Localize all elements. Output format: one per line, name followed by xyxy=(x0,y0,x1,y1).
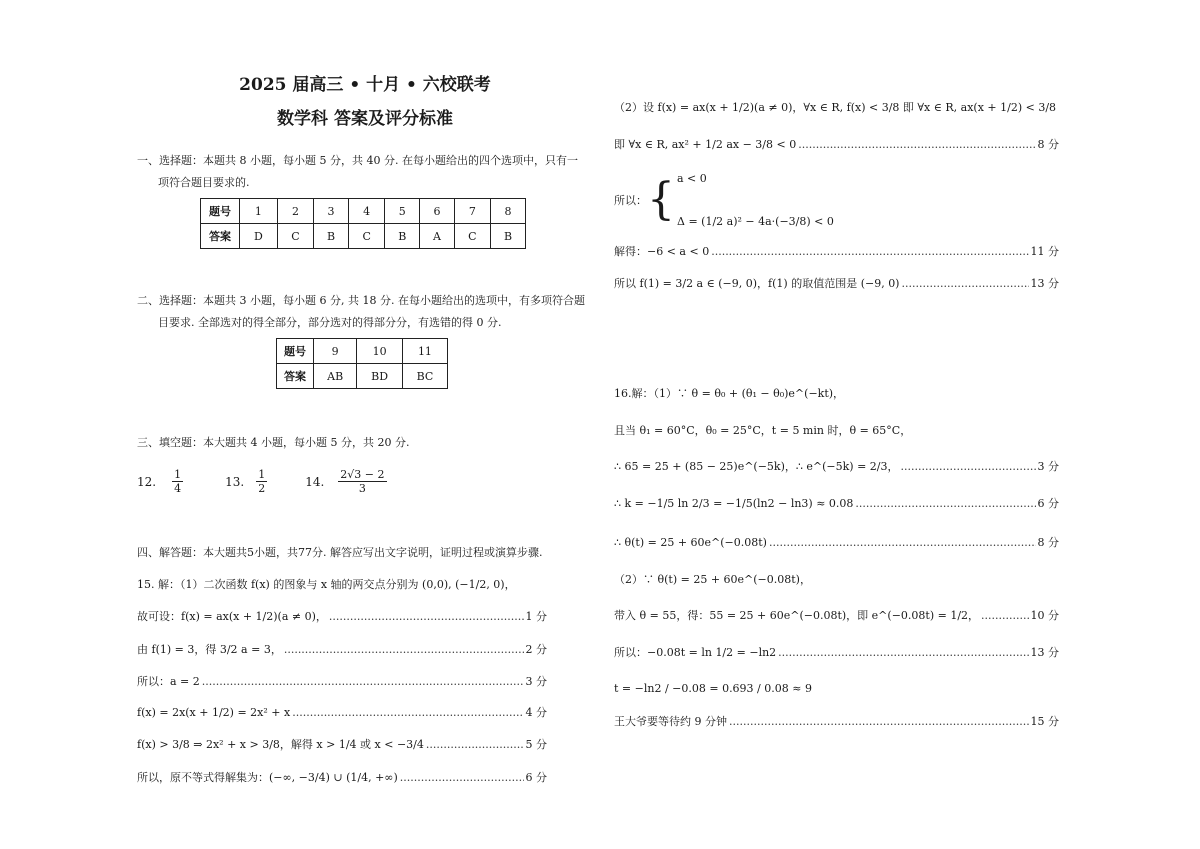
q15-part2-line: 即 ∀x ∈ R, ax² + 1/2 ax − 3/8 < 0 ..... 8 分 xyxy=(614,134,1059,154)
q16-line: ∴ θ(t) = 25 + 60e^(−0.08t) ..... 8 分 xyxy=(614,532,1059,552)
page-title: 2025 届高三 • 十月 • 六校联考 xyxy=(239,75,491,95)
score: 10 分 xyxy=(1030,609,1059,622)
row-label-answer: 答案 xyxy=(201,224,240,249)
section2-heading xyxy=(137,290,597,334)
section3-heading: 三、填空题：本大题共 4 小题，每小题 5 分，共 20 分. xyxy=(137,436,410,449)
answer-cell: C xyxy=(454,224,490,249)
q15-part2-line: （2）设 f(x) = ax(x + 1/2)(a ≠ 0)，∀x ∈ R, f(x) < 3/8 即 ∀x ∈ R, ax(x + 1/2) < 3/8 xyxy=(614,101,1057,114)
answer-cell: BC xyxy=(402,364,447,389)
q15-part2-line: 解得：−6 < a < 0 ..... 11 分 xyxy=(614,241,1059,261)
answer-cell: BD xyxy=(357,364,403,389)
score: 13 分 xyxy=(1030,646,1059,659)
q15-line: 故可设：f(x) = ax(x + 1/2)(a ≠ 0)， ..... 1 分 xyxy=(137,606,547,626)
answer-cell: A xyxy=(420,224,454,249)
q15-line: 15. 解：（1）二次函数 f(x) 的图象与 x 轴的两交点分别为 (0,0), (−1/2, 0)， xyxy=(137,578,516,591)
question-number: 5 xyxy=(385,199,420,224)
question-number: 10 xyxy=(357,339,403,364)
score: 15 分 xyxy=(1030,715,1059,728)
row-label-question: 题号 xyxy=(277,339,314,364)
table-row-questions xyxy=(201,199,526,224)
section2-answer-table xyxy=(276,338,448,389)
table-row-questions xyxy=(277,339,448,364)
answer-cell: D xyxy=(240,224,278,249)
section1-heading-line2: 项符合题目要求的. xyxy=(158,176,250,189)
q14-label: 14. xyxy=(305,474,325,489)
section1-heading xyxy=(137,150,597,194)
section1-answer-table xyxy=(200,198,526,249)
table-row-answers xyxy=(277,364,448,389)
answer-cell: C xyxy=(349,224,385,249)
question-number: 1 xyxy=(240,199,278,224)
question-number: 3 xyxy=(314,199,349,224)
q15-part2-line: 所以 f(1) = 3/2 a ∈ (−9, 0)，f(1) 的取值范围是 (−9, 0) ..... 13 分 xyxy=(614,273,1059,293)
section4-heading: 四、解答题：本大题共5小题，共77分. 解答应写出文字说明，证明过程或演算步骤. xyxy=(137,546,543,559)
score: 6 分 xyxy=(525,771,547,784)
question-number: 4 xyxy=(349,199,385,224)
answer-cell: B xyxy=(490,224,525,249)
q13-label: 13. xyxy=(225,474,245,489)
score: 5 分 xyxy=(525,738,547,751)
row-label-answer: 答案 xyxy=(277,364,314,389)
score: 11 分 xyxy=(1030,245,1059,258)
section2-heading-line1: 二、选择题：本题共 3 小题，每小题 6 分, 共 18 分. 在每小题给出的选项中，有多项符合题 xyxy=(137,294,585,307)
score: 8 分 xyxy=(1037,536,1059,549)
answer-cell: B xyxy=(385,224,420,249)
answer-cell: AB xyxy=(314,364,357,389)
question-number: 9 xyxy=(314,339,357,364)
q16-line: （2）∵ θ(t) = 25 + 60e^(−0.08t)， xyxy=(614,573,811,586)
q16-line: 王大爷要等待约 9 分钟 ..... 15 分 xyxy=(614,711,1059,731)
q14-answer: $\frac{2√3 - 2}{3}$ xyxy=(340,468,385,495)
q12-label: 12. xyxy=(137,474,157,489)
left-brace-icon: { xyxy=(647,174,675,225)
page-subtitle: 数学科 答案及评分标准 xyxy=(277,109,453,129)
q16-line: 带入 θ = 55，得：55 = 25 + 60e^(−0.08t)，即 e^(−0.08t) = 1/2， ..... 10 分 xyxy=(614,605,1059,625)
q16-line: ∴ 65 = 25 + (85 − 25)e^(−5k)，∴ e^(−5k) = 2/3， ..... 3 分 xyxy=(614,456,1059,476)
answer-cell: C xyxy=(277,224,313,249)
system-line1: a < 0 xyxy=(677,172,707,185)
q13-answer: $\frac{1}{2}$ xyxy=(258,468,266,495)
answer-cell: B xyxy=(314,224,349,249)
q16-line: t = −ln2 / −0.08 = 0.693 / 0.08 ≈ 9 xyxy=(614,681,812,695)
q16-line: 所以：−0.08t = ln 1/2 = −ln2 ..... 13 分 xyxy=(614,642,1059,662)
score: 1 分 xyxy=(525,610,547,623)
system-prefix: 所以： xyxy=(614,194,647,207)
q12-answer: $\frac{1}{4}$ xyxy=(174,468,182,495)
inequality-system xyxy=(614,170,1059,230)
section1-heading-line1: 一、选择题：本题共 8 小题，每小题 5 分，共 40 分. 在每小题给出的四个选项中，只有一 xyxy=(137,154,578,167)
score: 8 分 xyxy=(1037,138,1059,151)
q16-line: 且当 θ₁ = 60°C，θ₀ = 25°C，t = 5 min 时，θ = 65°C， xyxy=(614,424,912,437)
score: 4 分 xyxy=(525,706,547,719)
question-number: 8 xyxy=(490,199,525,224)
score: 13 分 xyxy=(1030,277,1059,290)
score: 3 分 xyxy=(525,675,547,688)
question-number: 11 xyxy=(402,339,447,364)
q15-line: f(x) > 3/8 ⇒ 2x² + x > 3/8，解得 x > 1/4 或 x < −3/4 ..... 5 分 xyxy=(137,734,547,754)
system-line2: Δ = (1/2 a)² − 4a·(−3/8) < 0 xyxy=(677,215,834,228)
score: 2 分 xyxy=(525,643,547,656)
section2-heading-line2: 目要求. 全部选对的得全部分，部分选对的得部分分，有选错的得 0 分. xyxy=(158,316,502,329)
q16-line: 16.解：（1）∵ θ = θ₀ + (θ₁ − θ₀)e^(−kt)， xyxy=(614,387,845,400)
q15-line: f(x) = 2x(x + 1/2) = 2x² + x ..... 4 分 xyxy=(137,702,547,722)
score: 6 分 xyxy=(1037,497,1059,510)
q16-line: ∴ k = −1/5 ln 2/3 = −1/5(ln2 − ln3) ≈ 0.08 ..... 6 分 xyxy=(614,493,1059,513)
fill-blank-answers xyxy=(137,468,389,495)
score: 3 分 xyxy=(1037,460,1059,473)
table-row-answers xyxy=(201,224,526,249)
q15-line: 由 f(1) = 3，得 3/2 a = 3， ..... 2 分 xyxy=(137,639,547,659)
question-number: 7 xyxy=(454,199,490,224)
q15-line: 所以，原不等式得解集为：(−∞, −3/4) ∪ (1/4, +∞) ..... 6 分 xyxy=(137,767,547,787)
question-number: 2 xyxy=(277,199,313,224)
row-label-question: 题号 xyxy=(201,199,240,224)
q15-line: 所以：a = 2 ..... 3 分 xyxy=(137,671,547,691)
question-number: 6 xyxy=(420,199,454,224)
